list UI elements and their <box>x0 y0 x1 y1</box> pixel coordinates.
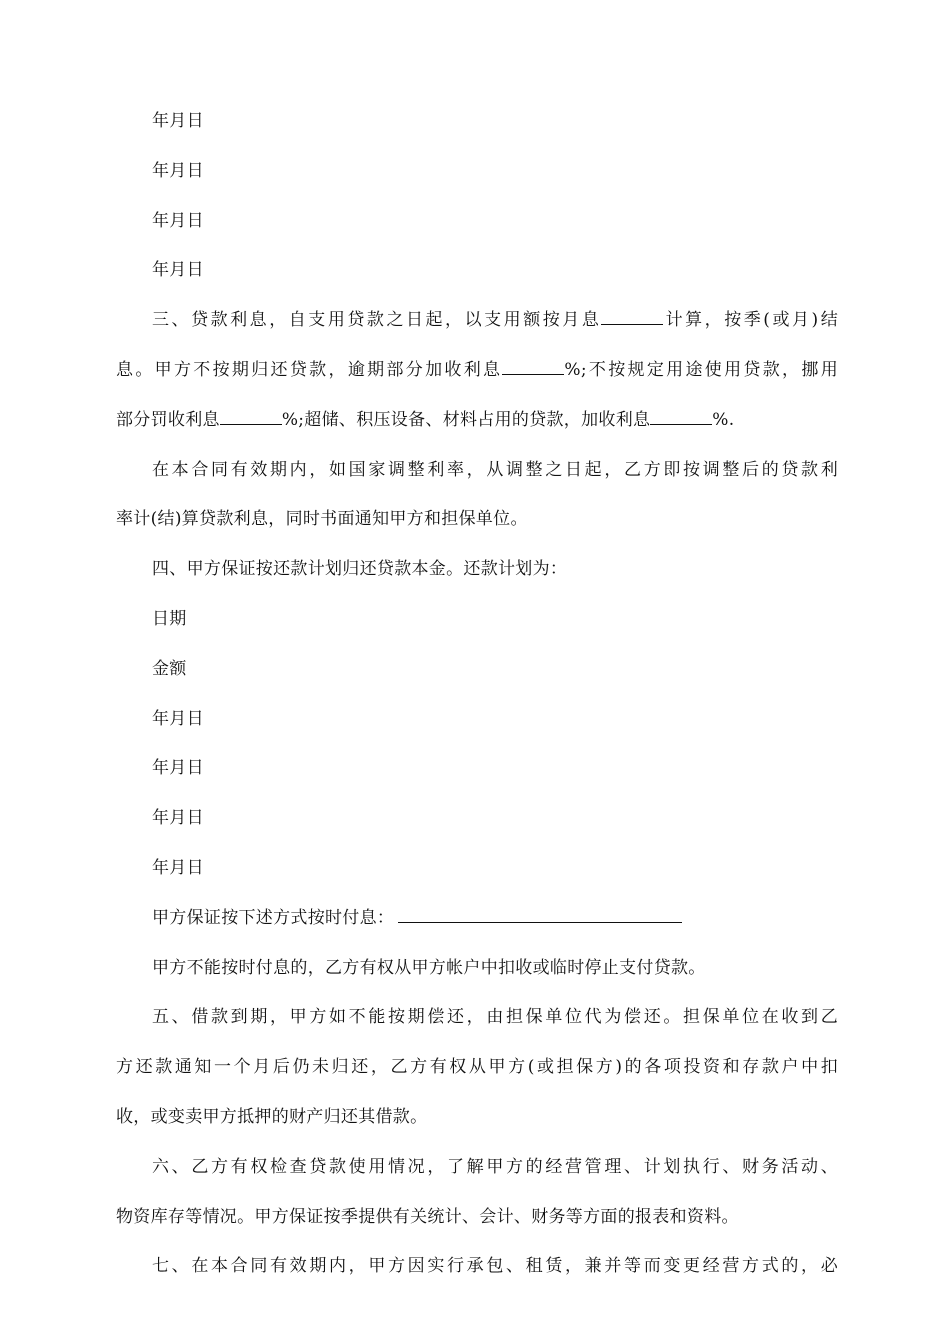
rate-adjust-line-2: 率计(结)算贷款利息，同时书面通知甲方和担保单位。 <box>116 509 528 530</box>
schedule-amount-heading: 金额 <box>152 658 187 679</box>
overdue-interest-blank <box>502 360 564 375</box>
interest-payment-line: 甲方保证按下述方式按时付息： <box>116 894 838 944</box>
clause-5-line-1: 五、借款到期，甲方如不能按期偿还，由担保单位代为偿还。担保单位在收到乙 <box>152 1007 838 1028</box>
clause-6-line-2: 物资库存等情况。甲方保证按季提供有关统计、会计、财务等方面的报表和资料。 <box>116 1206 739 1227</box>
clause-3-line-2: 息。甲方不按期归还贷款，逾期部分加收利息 %;不按规定用途使用贷款，挪用 <box>116 359 838 380</box>
payment-default-line: 甲方不能按时付息的，乙方有权从甲方帐户中扣收或临时停止支付贷款。 <box>152 957 706 978</box>
penalty-interest-blank <box>220 410 282 425</box>
date-line: 年月日 <box>152 160 204 181</box>
clause-6-line-1: 六、乙方有权检查贷款使用情况，了解甲方的经营管理、计划执行、财务活动、 <box>152 1156 838 1177</box>
surcharge-interest-blank <box>650 410 712 425</box>
clause-7-line-1: 七、在本合同有效期内，甲方因实行承包、租赁，兼并等而变更经营方式的，必 <box>152 1256 838 1277</box>
date-line: 年月日 <box>152 111 204 131</box>
date-line: 年月日 <box>152 708 204 729</box>
clause-3-line-3: 部分罚收利息 %;超储、积压设备、材料占用的贷款，加收利息 %. <box>116 409 735 430</box>
payment-method-blank <box>398 908 682 923</box>
clause-5-line-3: 收，或变卖甲方抵押的财产归还其借款。 <box>116 1106 428 1127</box>
date-line: 年月日 <box>152 857 204 878</box>
clause-4-line: 四、甲方保证按还款计划归还贷款本金。还款计划为： <box>152 559 568 580</box>
clause-5-line-2: 方还款通知一个月后仍未归还，乙方有权从甲方(或担保方)的各项投资和存款户中扣 <box>116 1057 838 1078</box>
document-body <box>116 97 838 1292</box>
clause-3-line-1: 三、贷款利息，自支用贷款之日起，以支用额按月息 计算，按季(或月)结 <box>152 310 838 331</box>
rate-adjust-line-1: 在本合同有效期内，如国家调整利率，从调整之日起，乙方即按调整后的贷款利 <box>152 459 838 480</box>
date-line: 年月日 <box>152 210 204 231</box>
date-line: 年月日 <box>152 260 204 281</box>
date-line: 年月日 <box>152 758 204 779</box>
monthly-interest-blank <box>601 310 663 325</box>
date-line: 年月日 <box>152 808 204 829</box>
schedule-date-heading: 日期 <box>152 608 187 629</box>
